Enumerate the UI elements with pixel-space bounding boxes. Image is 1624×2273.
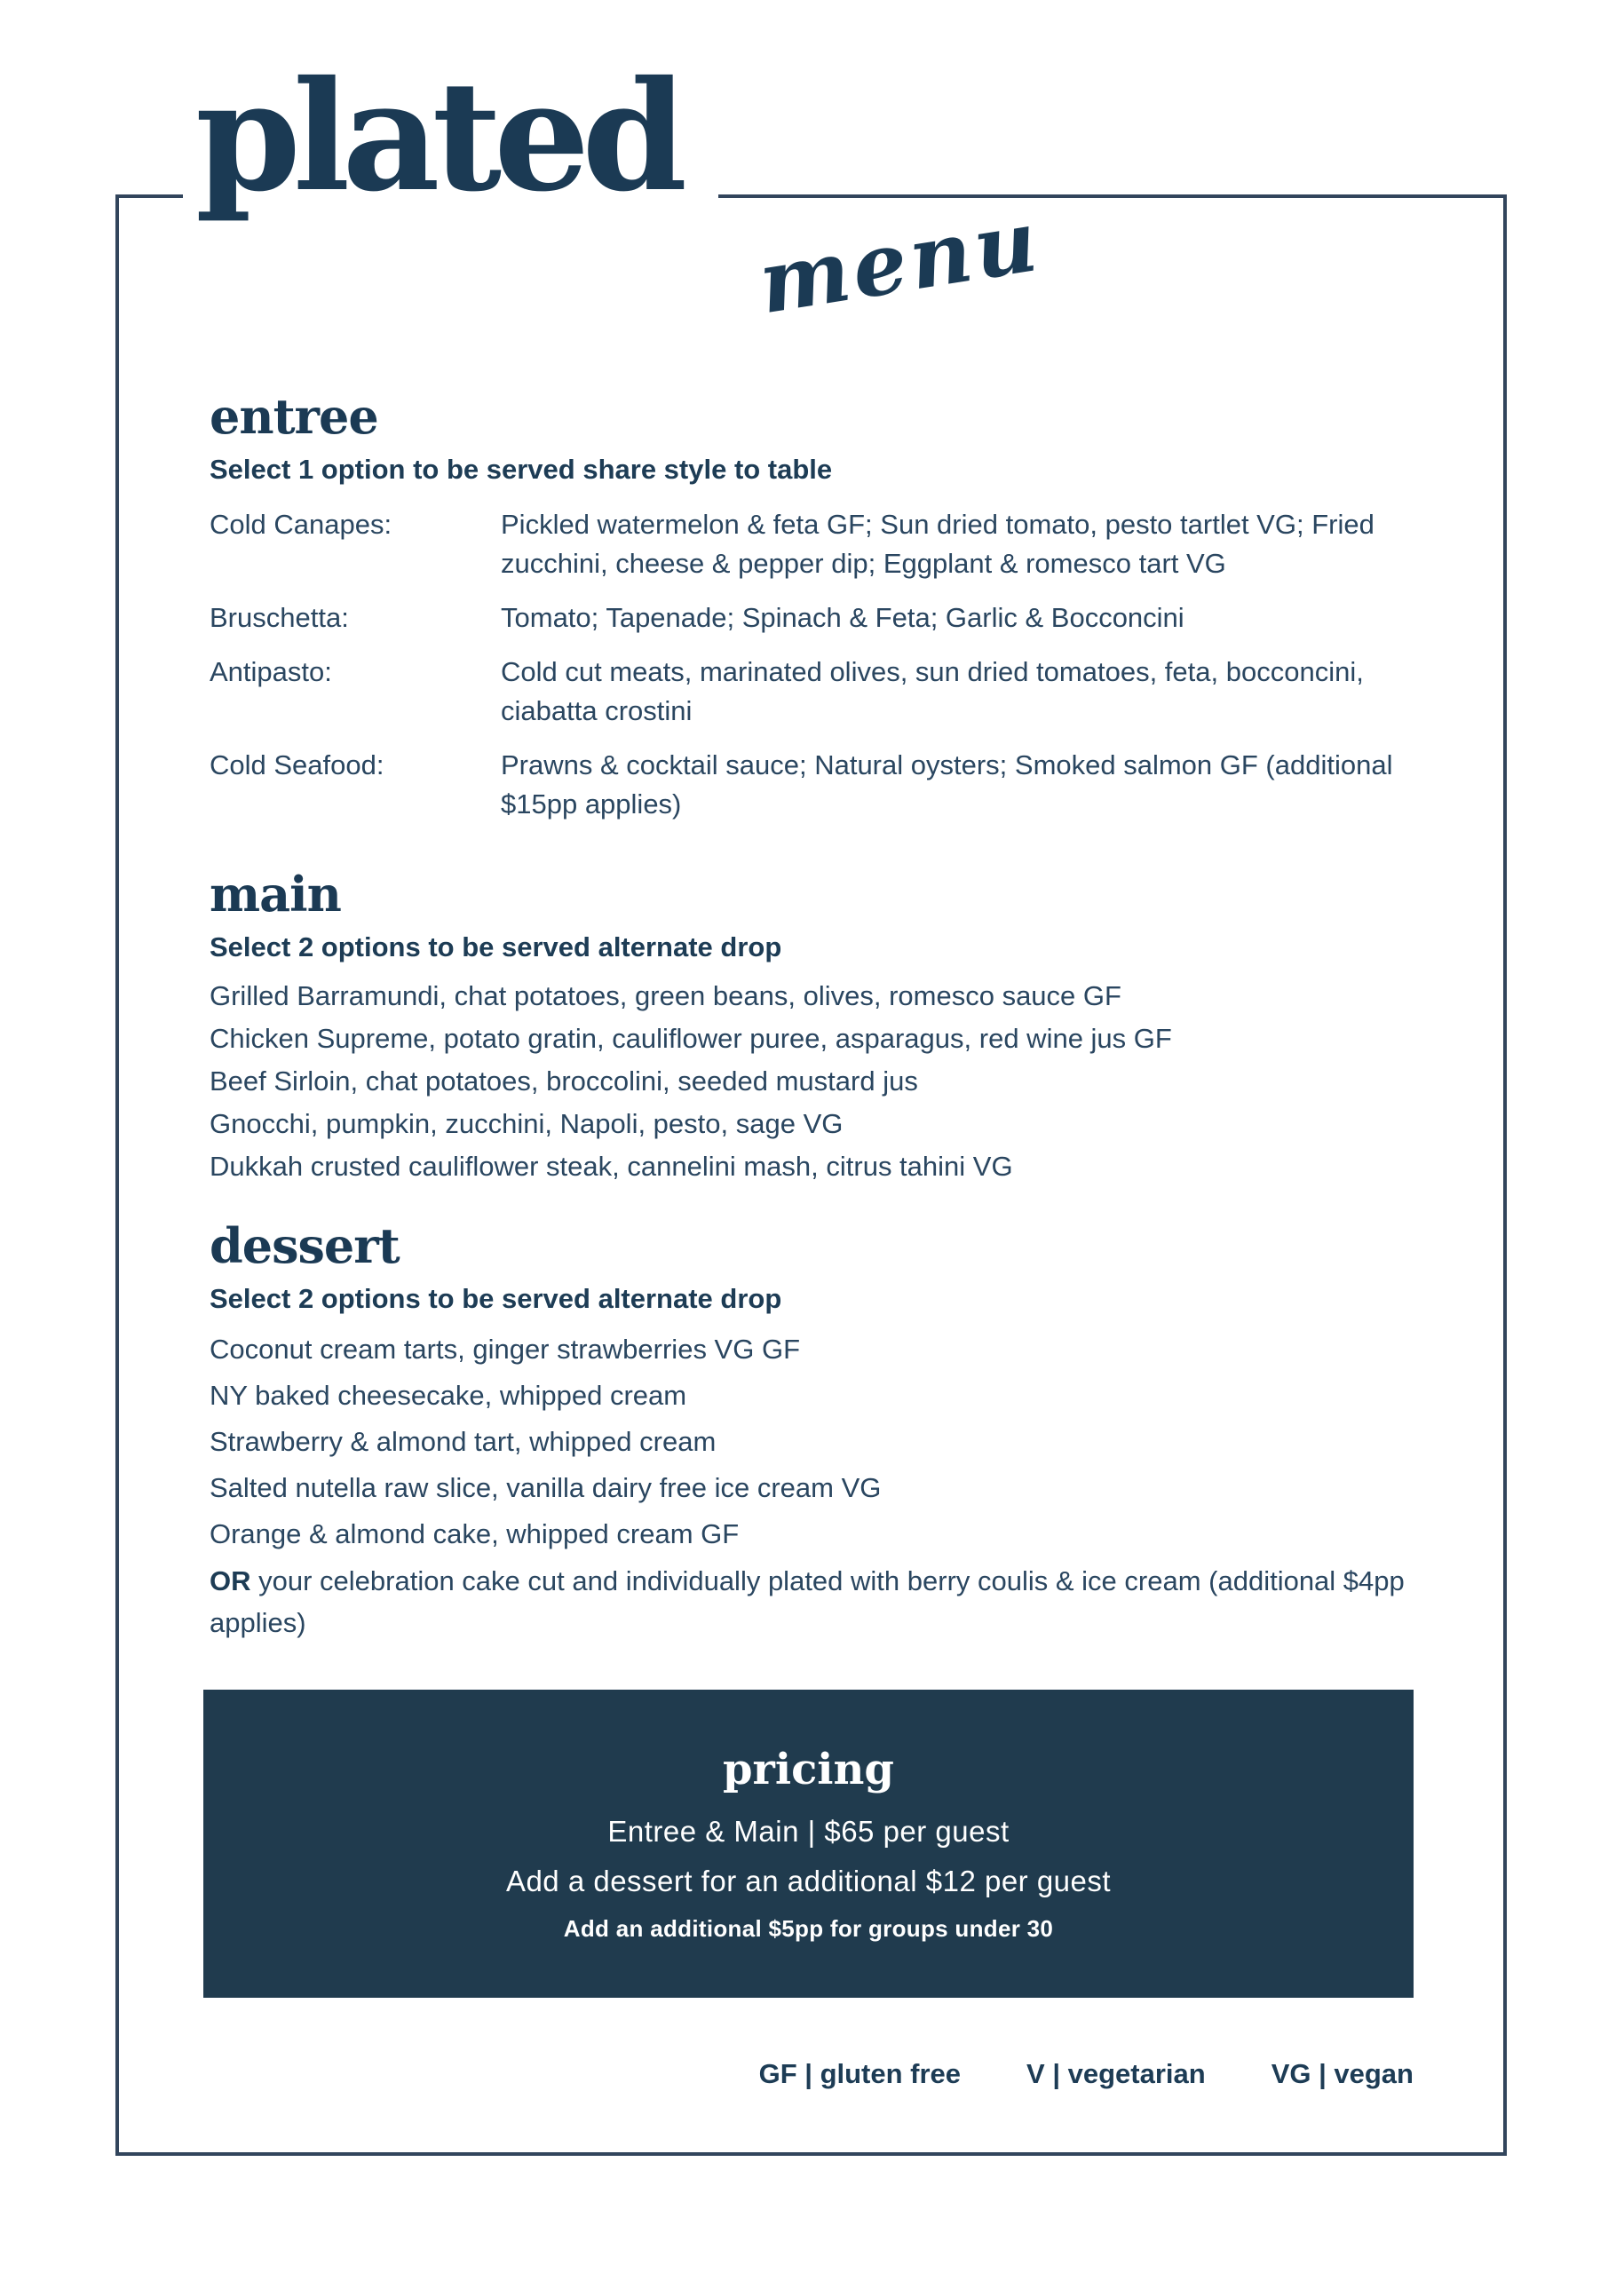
- menu-item: NY baked cheesecake, whipped cream: [210, 1379, 687, 1411]
- page-title-script: menu: [752, 189, 1048, 334]
- menu-item: Strawberry & almond tart, whipped cream: [210, 1425, 717, 1457]
- menu-header: [183, 36, 1048, 334]
- pricing-line-dessert: Add a dessert for an additional $12 per guest: [505, 1865, 1112, 1897]
- or-prefix: OR: [210, 1564, 251, 1596]
- section-main: [210, 867, 1408, 1186]
- pricing-panel: [203, 1690, 1414, 1998]
- dessert-subtitle: Select 2 options to be served alternate drop: [210, 1282, 782, 1314]
- dietary-legend: [759, 2058, 1414, 2090]
- menu-item: Gnocchi, pumpkin, zucchini, Napoli, pesto, sage VG: [210, 1107, 844, 1139]
- menu-item: Chicken Supreme, potato gratin, cauliflower puree, asparagus, red wine jus GF: [210, 1022, 1172, 1054]
- legend-vegan: VG | vegan: [1271, 2058, 1414, 2089]
- main-heading: main: [210, 865, 341, 923]
- menu-item: Orange & almond cake, whipped cream GF: [210, 1517, 740, 1549]
- menu-item: Beef Sirloin, chat potatoes, broccolini, seeded mustard jus: [210, 1065, 918, 1097]
- item-label: Cold Canapes:: [210, 508, 392, 540]
- or-text: your celebration cake cut and individually plated with berry coulis & ice cream (additional $4pp applies): [210, 1564, 1405, 1638]
- item-description: Pickled watermelon & feta GF; Sun dried tomato, pesto tartlet VG; Fried zucchini, cheese & pepper dip; Eggplant & romesco tart VG: [501, 508, 1374, 579]
- menu-item: Salted nutella raw slice, vanilla dairy free ice cream VG: [210, 1471, 882, 1503]
- item-label: Bruschetta:: [210, 601, 349, 633]
- legend-gluten-free: GF | gluten free: [758, 2058, 962, 2089]
- item-description: Tomato; Tapenade; Spinach & Feta; Garlic & Bocconcini: [501, 601, 1184, 633]
- item-description: Prawns & cocktail sauce; Natural oysters; Smoked salmon GF (additional $15pp applies): [501, 748, 1393, 820]
- item-description: Cold cut meats, marinated olives, sun dried tomatoes, feta, bocconcini, ciabatta crostini: [501, 655, 1364, 726]
- pricing-line-entree-main: Entree & Main | $65 per guest: [607, 1815, 1010, 1848]
- page-title: plated: [183, 36, 718, 245]
- entree-options: [210, 505, 1408, 824]
- item-label: Antipasto:: [210, 655, 332, 687]
- entree-subtitle: Select 1 option to be served share style to table: [210, 454, 833, 486]
- dessert-options: [210, 1329, 1408, 1643]
- menu-content: [210, 389, 1408, 1643]
- celebration-cake-note: [210, 1560, 1408, 1643]
- main-subtitle: Select 2 options to be served alternate drop: [210, 931, 782, 962]
- menu-item: Grilled Barramundi, chat potatoes, green beans, olives, romesco sauce GF: [210, 979, 1121, 1011]
- main-options: [210, 976, 1408, 1186]
- legend-vegetarian: V | vegetarian: [1026, 2058, 1206, 2089]
- item-label: Cold Seafood:: [210, 748, 384, 780]
- pricing-note-small-groups: Add an additional $5pp for groups under 30: [563, 1915, 1054, 1942]
- dessert-heading: dessert: [210, 1216, 400, 1274]
- section-dessert: [210, 1218, 1408, 1643]
- pricing-heading: pricing: [722, 1745, 894, 1794]
- section-entree: [210, 389, 1408, 824]
- menu-item: Coconut cream tarts, ginger strawberries VG GF: [210, 1333, 801, 1365]
- menu-item: Dukkah crusted cauliflower steak, cannelini mash, citrus tahini VG: [210, 1150, 1013, 1182]
- entree-heading: entree: [210, 388, 378, 445]
